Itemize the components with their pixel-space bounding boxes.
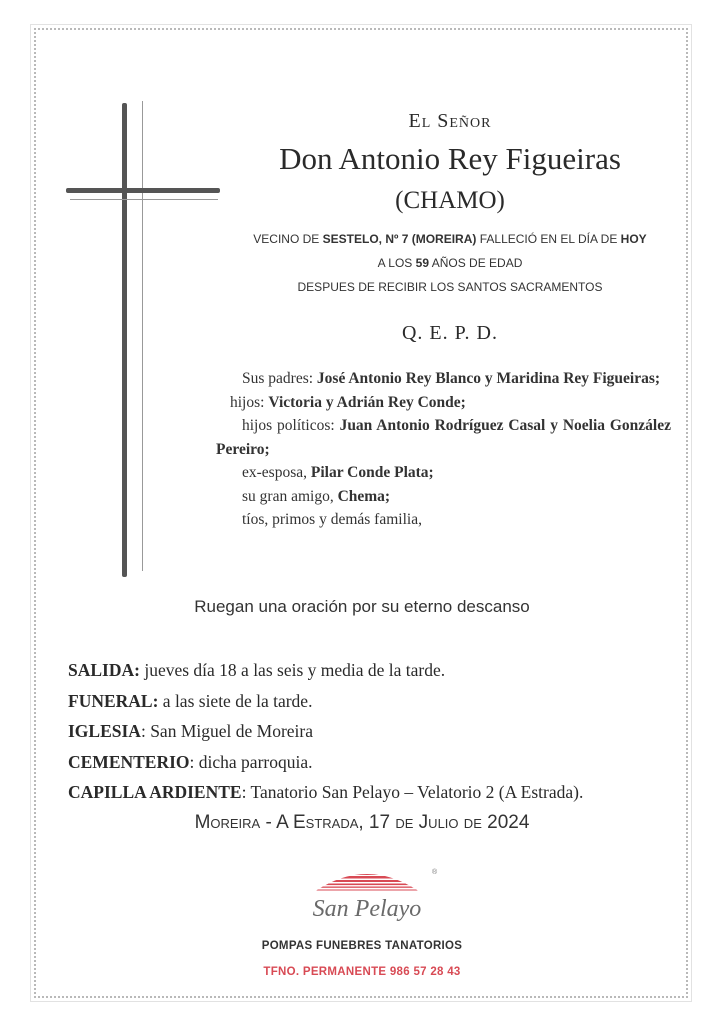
svg-text:®: ® [432, 869, 438, 876]
family-hijos: hijos: Victoria y Adrián Rey Conde; [230, 393, 466, 411]
qepd: Q. E. P. D. [401, 322, 498, 344]
deceased-name: Don Antonio Rey Figueiras [279, 141, 621, 176]
family-padres: Sus padres: José Antonio Rey Blanco y Maridina Rey Figueiras; [242, 370, 661, 387]
place-date: Moreira - A Estrada, 17 de Julio de 2024 [194, 812, 530, 833]
family-amigo: su gran amigo, Chema; [242, 487, 391, 505]
detail-cementerio: CEMENTERIO: dicha parroquia. [68, 751, 313, 772]
info-line-1: VECINO DE SESTELO, Nº 7 (MOREIRA) FALLECIÓ EN EL DÍA DE HOY [253, 232, 647, 246]
company-name: POMPAS FUNEBRES TANATORIOS [261, 940, 463, 952]
deceased-nickname: (CHAMO) [395, 187, 505, 214]
ceremony-details [68, 655, 688, 808]
family-otros: tíos, primos y demás familia, [242, 511, 422, 528]
info-line-2: A LOS 59 AÑOS DE EDAD [377, 256, 523, 270]
family-list [216, 367, 671, 532]
family-politicos: hijos políticos: Juan Antonio Rodríguez Casal y Noelia González Pereiro; [216, 417, 671, 458]
detail-salida: SALIDA: jueves día 18 a las seis y media de la tarde. [68, 660, 446, 680]
detail-funeral: FUNERAL: a las siete de la tarde. [68, 690, 313, 711]
prayer-request: Ruegan una oración por su eterno descanso [194, 597, 530, 616]
info-line-3: DESPUES DE RECIBIR LOS SANTOS SACRAMENTOS [297, 280, 603, 294]
title-small: El Señor [408, 110, 492, 132]
family-esposa: ex-esposa, Pilar Conde Plata; [242, 464, 434, 481]
detail-capilla: CAPILLA ARDIENTE: Tanatorio San Pelayo – Velatorio 2 (A Estrada). [68, 782, 584, 802]
sunset-logo-icon [296, 858, 438, 928]
detail-iglesia: IGLESIA: San Miguel de Moreira [68, 721, 313, 741]
san-pelayo-logo [296, 858, 438, 928]
svg-text:San Pelayo: San Pelayo [312, 896, 422, 922]
phone-number: TFNO. PERMANENTE 986 57 28 43 [263, 966, 461, 978]
